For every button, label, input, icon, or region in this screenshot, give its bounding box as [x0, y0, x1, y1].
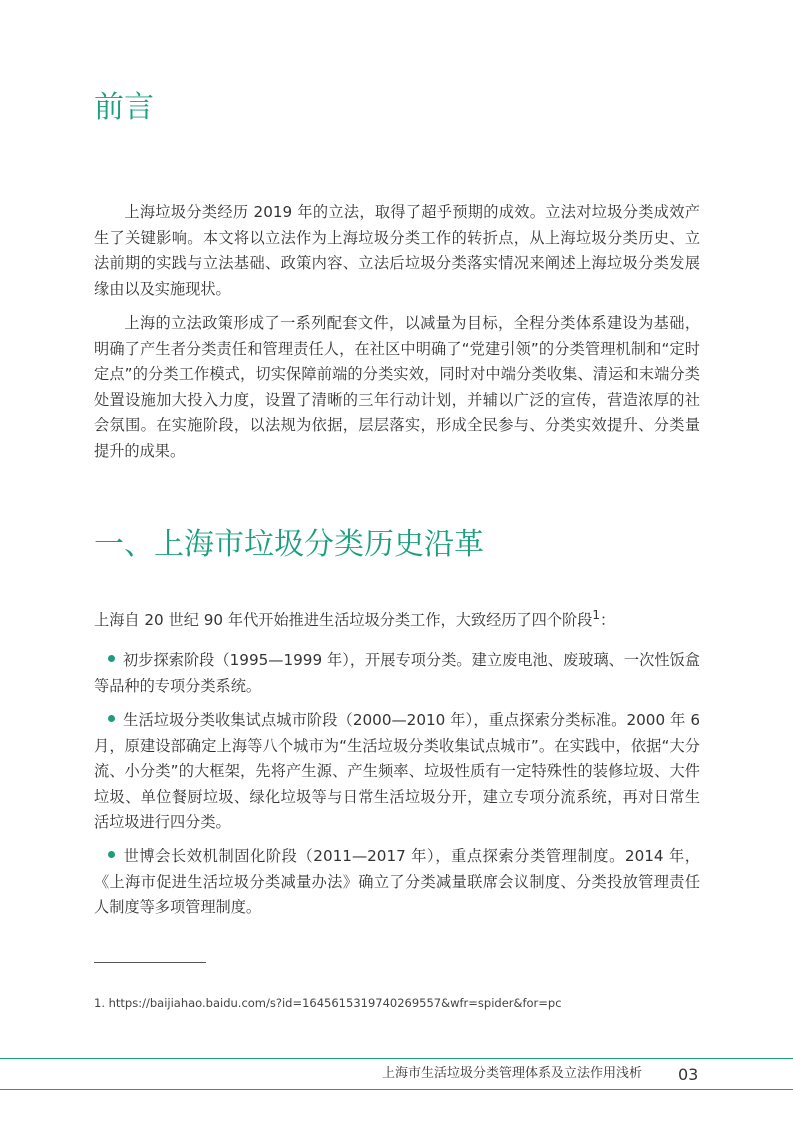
footer-document-title: 上海市生活垃圾分类管理体系及立法作用浅析 — [382, 1066, 643, 1081]
footnote-divider — [94, 962, 206, 963]
preface-heading: 前言 — [94, 90, 154, 125]
preface-paragraph-1: 上海垃圾分类经历 2019 年的立法，取得了超乎预期的成效。立法对垃圾分类成效产生了关键影响。本文将以立法作为上海垃圾分类工作的转折点，从上海垃圾分类历史、立法前期的实践与立法基础、政策内容、立法后垃圾分类落实情况来阐述上海垃圾分类发展缘由以及实施现状。 — [94, 203, 700, 298]
bullet-dot-icon — [108, 715, 115, 722]
stage-list-item — [94, 708, 700, 836]
stage-list-item — [94, 844, 700, 921]
page-number: 03 — [678, 1065, 699, 1084]
preface-paragraph-2: 上海的立法政策形成了一系列配套文件，以减量为目标，全程分类体系建设为基础，明确了产生者分类责任和管理责任人，在社区中明确了“党建引领”的分类管理机制和“定时定点”的分类工作模式，切实保障前端的分类实效，同时对中端分类收集、清运和末端分类处置设施加大投入力度，设置了清晰的三年行动计划，并辅以广泛的宣传，营造浓厚的社会氛围。在实施阶段，以法规为依据，层层落实，形成全民参与、分类实效提升、分类量提升的成果。 — [94, 314, 700, 460]
bullet-dot-icon — [108, 851, 115, 858]
section-heading: 一、上海市垃圾分类历史沿革 — [94, 527, 484, 562]
stage-text-1: 初步探索阶段（1995—1999 年），开展专项分类。建立废电池、废玻璃、一次性饭盒等品种的专项分类系统。 — [94, 651, 700, 695]
footer-bottom-rule — [0, 1089, 793, 1090]
footnote-text: 1. https://baijiahao.baidu.com/s?id=1645615319740269557&wfr=spider&for=pc — [94, 996, 562, 1010]
section-intro — [94, 608, 700, 634]
stage-text-2: 生活垃圾分类收集试点城市阶段（2000—2010 年），重点探索分类标准。2000 年 6 月，原建设部确定上海等八个城市为“生活垃圾分类收集试点城市”。在实践中，依据“大分流、小分类”的大框架，先将产生源、产生频率、垃圾性质有一定特殊性的装修垃圾、大件垃圾、单位餐厨垃圾、绿化垃圾等与日常生活垃圾分开，建立专项分流系统，再对日常生活垃圾进行四分类。 — [94, 711, 700, 831]
footer-top-rule — [0, 1058, 793, 1059]
stage-text-3: 世博会长效机制固化阶段（2011—2017 年），重点探索分类管理制度。2014 年，《上海市促进生活垃圾分类减量办法》确立了分类减量联席会议制度、分类投放管理责任人制度等多项管理制度。 — [94, 847, 700, 916]
section-intro-end: ： — [600, 611, 616, 629]
footnote-reference: 1 — [592, 608, 601, 622]
bullet-dot-icon — [108, 655, 115, 662]
stage-list-item — [94, 648, 700, 699]
section-intro-text: 上海自 20 世纪 90 年代开始推进生活垃圾分类工作，大致经历了四个阶段 — [94, 611, 593, 629]
